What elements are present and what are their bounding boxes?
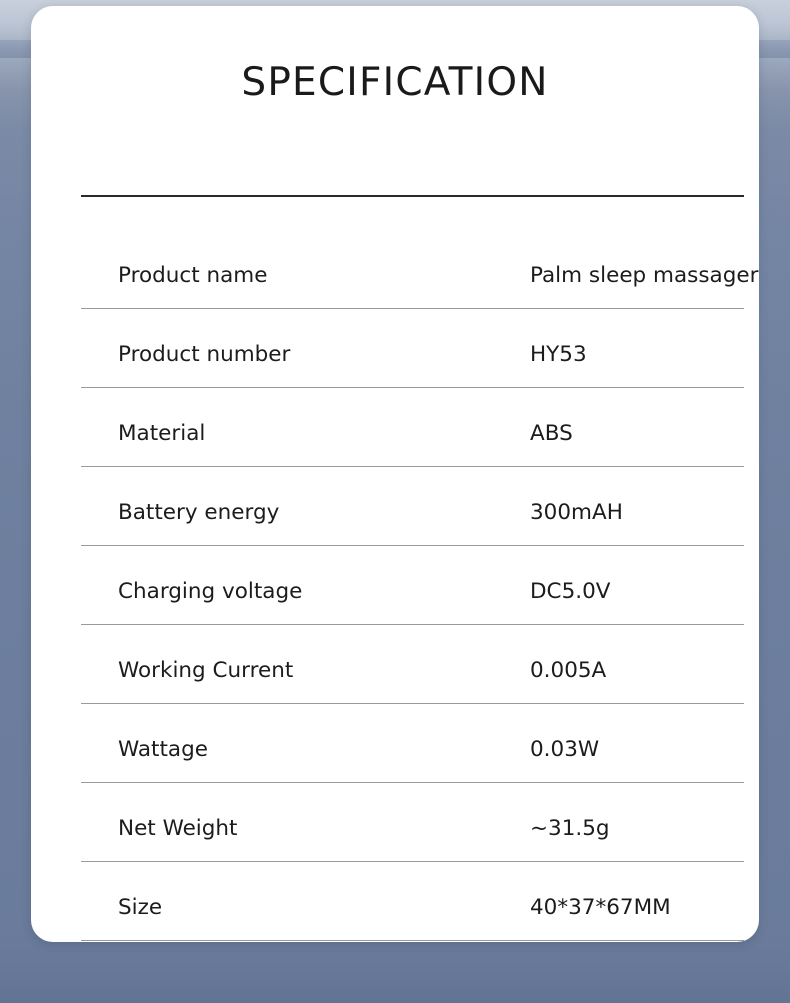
spec-label: Size xyxy=(118,895,163,920)
spec-label: Charging voltage xyxy=(118,579,303,604)
table-row xyxy=(81,546,744,625)
spec-label: Working Current xyxy=(118,658,294,683)
table-row xyxy=(81,230,759,309)
specification-table xyxy=(81,230,759,941)
spec-label: Battery energy xyxy=(118,500,280,525)
title-divider xyxy=(81,195,744,197)
spec-value: 40*37*67MM xyxy=(530,895,671,920)
spec-value: Palm sleep massager xyxy=(530,263,759,288)
table-row xyxy=(81,625,744,704)
spec-value: HY53 xyxy=(530,342,587,367)
table-row xyxy=(81,309,744,388)
spec-value: ABS xyxy=(530,421,573,446)
spec-value: 0.03W xyxy=(530,737,600,762)
spec-label: Material xyxy=(118,421,206,446)
table-row xyxy=(81,862,744,941)
table-row xyxy=(81,783,744,862)
spec-value: 0.005A xyxy=(530,658,607,683)
spec-label: Product name xyxy=(118,263,268,288)
table-row xyxy=(81,467,744,546)
spec-label: Product number xyxy=(118,342,291,367)
page-title: SPECIFICATION xyxy=(241,60,549,105)
spec-label: Net Weight xyxy=(118,816,238,841)
table-row xyxy=(81,388,744,467)
table-row xyxy=(81,704,744,783)
spec-value: 300mAH xyxy=(530,500,623,525)
spec-label: Wattage xyxy=(118,737,208,762)
spec-value: DC5.0V xyxy=(530,579,611,604)
spec-value: ~31.5g xyxy=(530,816,610,841)
specification-card xyxy=(31,6,759,942)
